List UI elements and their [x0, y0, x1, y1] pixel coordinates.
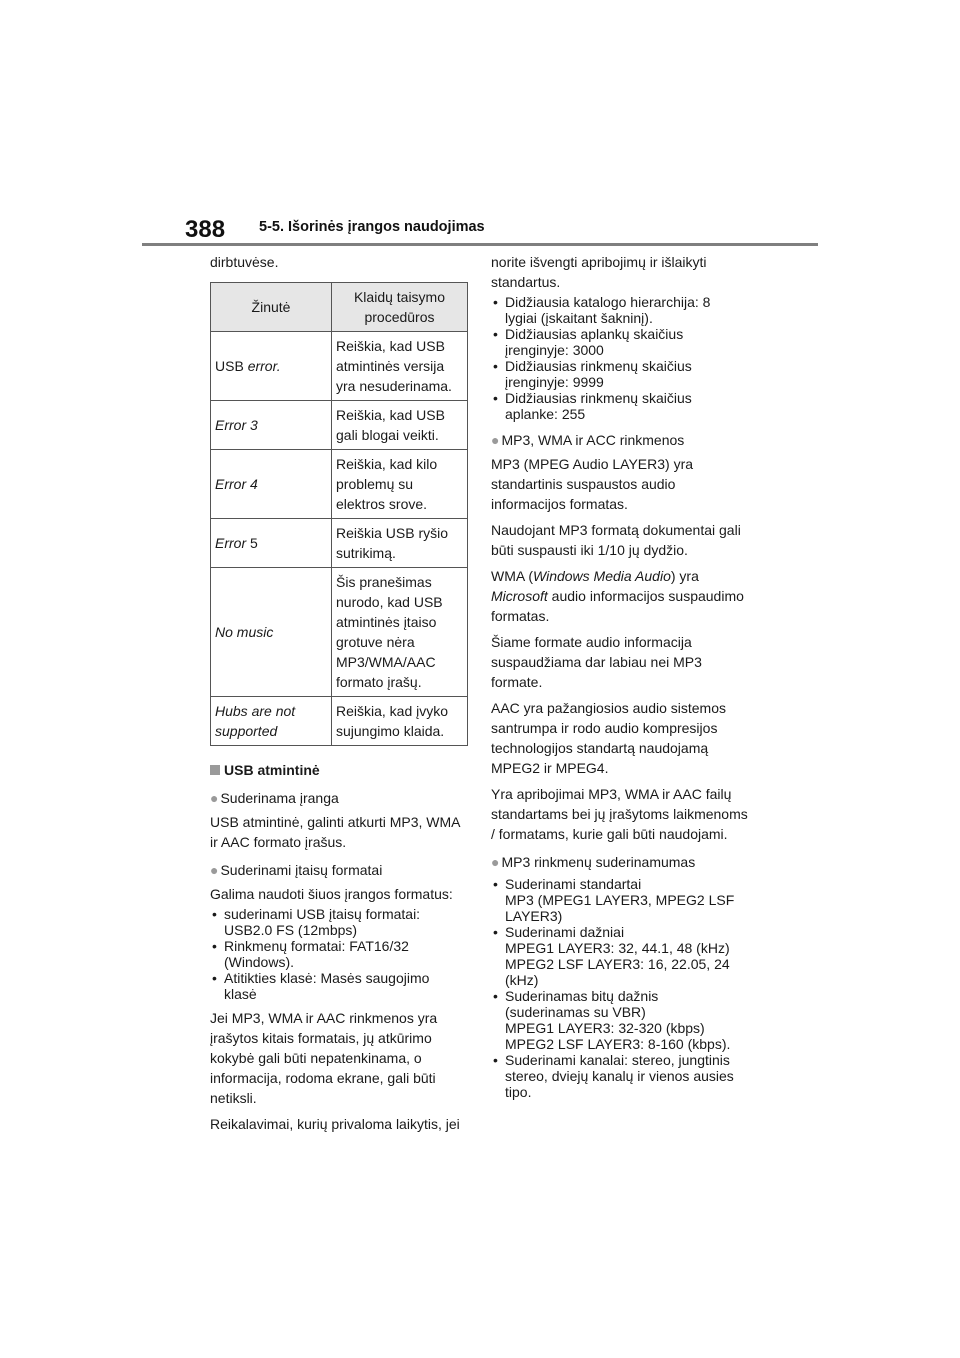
procedure-cell: Šis pranešimas nurodo, kad USB atmintinės įtaiso grotuve nėra MP3/WMA/AAC formato įrašų.: [332, 568, 468, 697]
list-item: • Suderinami kanalai: stereo, jungtinis stereo, dviejų kanalų ir vienos ausies tipo.: [491, 1052, 753, 1100]
list-item: • Didžiausias rinkmenų skaičius įrenginyje: 9999: [491, 358, 753, 390]
formats-list: [210, 906, 470, 1002]
message-cell: Error 5: [211, 519, 332, 568]
section-title: 5-5. Išorinės įrangos naudojimas: [259, 219, 485, 235]
list-item: • Didžiausias aplankų skaičius įrenginyje: 3000: [491, 326, 753, 358]
mp3-wma-aac-heading: ● MP3, WMA ir ACC rinkmenos: [491, 432, 685, 448]
compatible-formats-heading: ● Suderinami įtaisų formatai: [210, 862, 383, 878]
table-row: [211, 568, 468, 697]
left-column: [210, 252, 470, 1140]
procedure-cell: Reiškia, kad USB atmintinės versija yra nesuderinama.: [332, 332, 468, 401]
mp3-compression: Naudojant MP3 formatą dokumentai gali būti suspausti iki 1/10 jų dydžio.: [491, 522, 741, 558]
table-row: [211, 697, 468, 746]
message-cell: Error 3: [211, 401, 332, 450]
circle-bullet-icon: ●: [210, 862, 219, 878]
header-rule: [142, 243, 818, 246]
circle-bullet-icon: ●: [491, 432, 500, 448]
error-messages-table: [210, 282, 468, 746]
page-number: 388: [185, 216, 226, 243]
procedure-cell: Reiškia, kad kilo problemų su elektros srove.: [332, 450, 468, 519]
compatible-formats-intro: Galima naudoti šiuos įrangos formatus:: [210, 886, 453, 902]
circle-bullet-icon: ●: [210, 790, 219, 806]
procedure-cell: Reiškia, kad įvyko sujungimo klaida.: [332, 697, 468, 746]
table-row: [211, 332, 468, 401]
table-row: [211, 401, 468, 450]
aac-description: AAC yra pažangiosios audio sistemos santrumpa ir rodo audio kompresijos technologijos standartą naudojamą MPEG2 ir MPEG4.: [491, 700, 727, 776]
quality-note: Jei MP3, WMA ir AAC rinkmenos yra įrašytos kitais formatais, jų atkūrimo kokybė gali būti nepatenkinama, o informacija, rodoma ekrane, gali būti netiksli.: [210, 1010, 438, 1106]
square-bullet-icon: [210, 765, 220, 775]
message-cell: Hubs are not supported: [211, 697, 332, 746]
list-item: • Suderinami standartai MP3 (MPEG1 LAYER3, MPEG2 LSF LAYER3): [491, 876, 753, 924]
list-item: • suderinami USB įtaisų formatai: USB2.0 FS (12mbps): [210, 906, 470, 938]
restrictions-text: Yra apribojimai MP3, WMA ir AAC failų standartams bei jų įrašytoms laikmenoms / formatams, kurie gali būti naudojami.: [491, 786, 748, 842]
message-cell: No music: [211, 568, 332, 697]
usb-heading: USB atmintinė: [210, 760, 470, 780]
message-cell: USB error.: [211, 332, 332, 401]
mp3-description: MP3 (MPEG Audio LAYER3) yra standartinis suspaustos audio informacijos formatas.: [491, 456, 694, 512]
list-item: • Didžiausia katalogo hierarchija: 8 lygiai (įskaitant šakninį).: [491, 294, 753, 326]
circle-bullet-icon: ●: [491, 854, 500, 870]
list-item: • Suderinamas bitų dažnis (suderinamas su VBR) MPEG1 LAYER3: 32-320 (kbps) MPEG2 LSF LAYER3: 8-160 (kbps).: [491, 988, 753, 1052]
requirements-text: Reikalavimai, kurių privaloma laikytis, jei: [210, 1116, 460, 1132]
procedure-cell: Reiškia, kad USB gali blogai veikti.: [332, 401, 468, 450]
list-item: • Didžiausias rinkmenų skaičius aplanke: 255: [491, 390, 753, 422]
page-header: [0, 0, 960, 250]
mp3-compatibility-heading: ● MP3 rinkmenų suderinamumas: [491, 854, 696, 870]
mp3-compatibility-list: [491, 876, 753, 1100]
list-item: • Suderinami dažniai MPEG1 LAYER3: 32, 44.1, 48 (kHz) MPEG2 LSF LAYER3: 16, 22.05, 24 (kHz): [491, 924, 753, 988]
table-header-row: [211, 283, 468, 332]
compatible-hardware-heading: ● Suderinama įranga: [210, 790, 339, 806]
wma-compression: Šiame formate audio informacija suspaudžiama dar labiau nei MP3 formate.: [491, 634, 702, 690]
standards-text: norite išvengti apribojimų ir išlaikyti standartus.: [491, 254, 707, 290]
limits-list: [491, 294, 753, 422]
table-row: [211, 450, 468, 519]
compatible-hardware-text: USB atmintinė, galinti atkurti MP3, WMA ir AAC formato įrašus.: [210, 814, 460, 850]
list-item: • Atitikties klasė: Masės saugojimo klasė: [210, 970, 470, 1002]
right-column: [491, 252, 753, 1106]
list-item: • Rinkmenų formatai: FAT16/32 (Windows).: [210, 938, 470, 970]
table-row: [211, 519, 468, 568]
table-header-message: Žinutė: [211, 283, 332, 332]
wma-description: WMA (Windows Media Audio) yra Microsoft audio informacijos suspaudimo formatas.: [491, 568, 744, 624]
intro-text: dirbtuvėse.: [210, 254, 279, 270]
procedure-cell: Reiškia USB ryšio sutrikimą.: [332, 519, 468, 568]
message-cell: Error 4: [211, 450, 332, 519]
table-header-procedure: Klaidų taisymo procedūros: [332, 283, 468, 332]
